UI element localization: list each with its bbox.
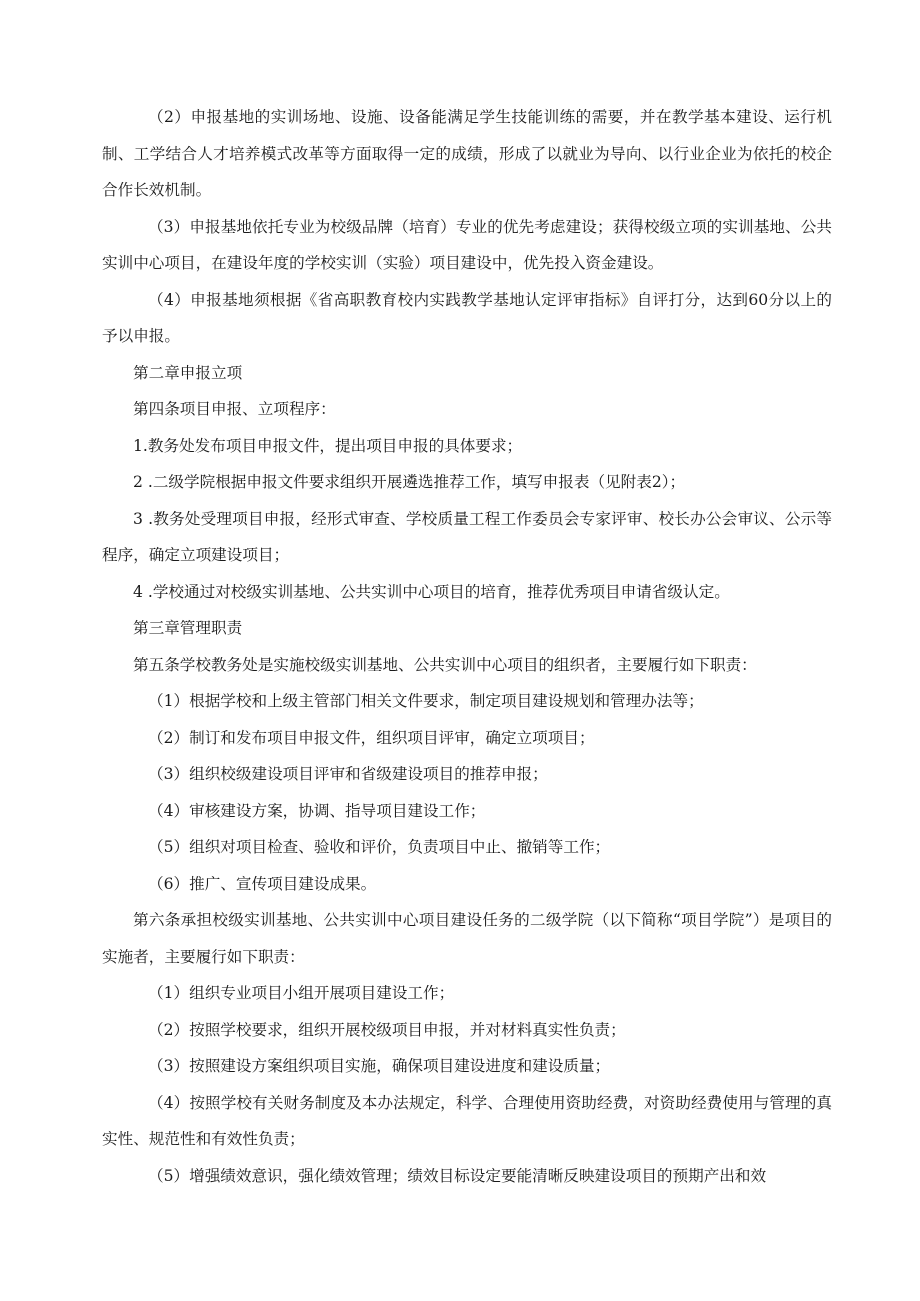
document-body — [102, 99, 832, 1194]
procedure-step-4: 4 .学校通过对校级实训基地、公共实训中心项目的培育，推荐优秀项目申请省级认定。 — [133, 582, 730, 601]
college-duty-item-5: （5）增强绩效意识，强化绩效管理；绩效目标设定要能清晰反映建设项目的预期产出和效 — [148, 1166, 767, 1185]
paragraph-requirement-3: （3）申报基地依托专业为校级品牌（培育）专业的优先考虑建设；获得校级立项的实训基地、公共实训中心项目，在建设年度的学校实训（实验）项目建设中，优先投入资金建设。 — [102, 217, 832, 272]
paragraph-requirement-2: （2）申报基地的实训场地、设施、设备能满足学生技能训练的需要，并在教学基本建设、运行机制、工学结合人才培养模式改革等方面取得一定的成绩，形成了以就业为导向、以行业企业为依托的校企合作长效机制。 — [102, 108, 832, 199]
duty-item-1: （1）根据学校和上级主管部门相关文件要求，制定项目建设规划和管理办法等； — [148, 692, 704, 710]
college-duty-item-3: （3）按照建设方案组织项目实施，确保项目建设进度和建设质量； — [148, 1057, 611, 1075]
duty-item-4: （4）审核建设方案，协调、指导项目建设工作； — [148, 801, 486, 820]
procedure-step-1: 1.教务处发布项目申报文件，提出项目申报的具体要求； — [133, 436, 523, 455]
article-5-title: 第五条学校教务处是实施校级实训基地、公共实训中心项目的组织者，主要履行如下职责： — [133, 655, 757, 674]
procedure-step-2: 2 .二级学院根据申报文件要求组织开展遴选推荐工作，填写申报表（见附表2）； — [133, 473, 686, 491]
chapter-heading-2: 第二章申报立项 — [133, 363, 243, 382]
paragraph-requirement-4: （4）申报基地须根据《省高职教育校内实践教学基地认定评审指标》自评打分，达到60分以上的予以申报。 — [102, 290, 832, 345]
article-4-title: 第四条项目申报、立项程序： — [133, 400, 336, 418]
duty-item-5: （5）组织对项目检查、验收和评价，负责项目中止、撤销等工作； — [148, 838, 611, 856]
procedure-step-3: 3 .教务处受理项目申报，经形式审查、学校质量工程工作委员会专家评审、校长办公会审议、公示等程序，确定立项建设项目； — [102, 509, 832, 564]
college-duty-item-2: （2）按照学校要求，组织开展校级项目申报，并对材料真实性负责； — [148, 1020, 626, 1039]
chapter-heading-3: 第三章管理职责 — [133, 619, 243, 637]
article-6-title: 第六条承担校级实训基地、公共实训中心项目建设任务的二级学院（以下简称“项目学院”）是项目的实施者，主要履行如下职责： — [102, 911, 832, 966]
college-duty-item-1: （1）组织专业项目小组开展项目建设工作； — [148, 984, 455, 1002]
duty-item-6: （6）推广、宣传项目建设成果。 — [148, 874, 377, 893]
duty-item-2: （2）制订和发布项目申报文件，组织项目评审，确定立项项目； — [148, 728, 595, 747]
duty-item-3: （3）组织校级建设项目评审和省级建设项目的推荐申报； — [148, 765, 548, 783]
college-duty-item-4: （4）按照学校有关财务制度及本办法规定，科学、合理使用资助经费，对资助经费使用与管理的真实性、规范性和有效性负责； — [102, 1093, 832, 1148]
